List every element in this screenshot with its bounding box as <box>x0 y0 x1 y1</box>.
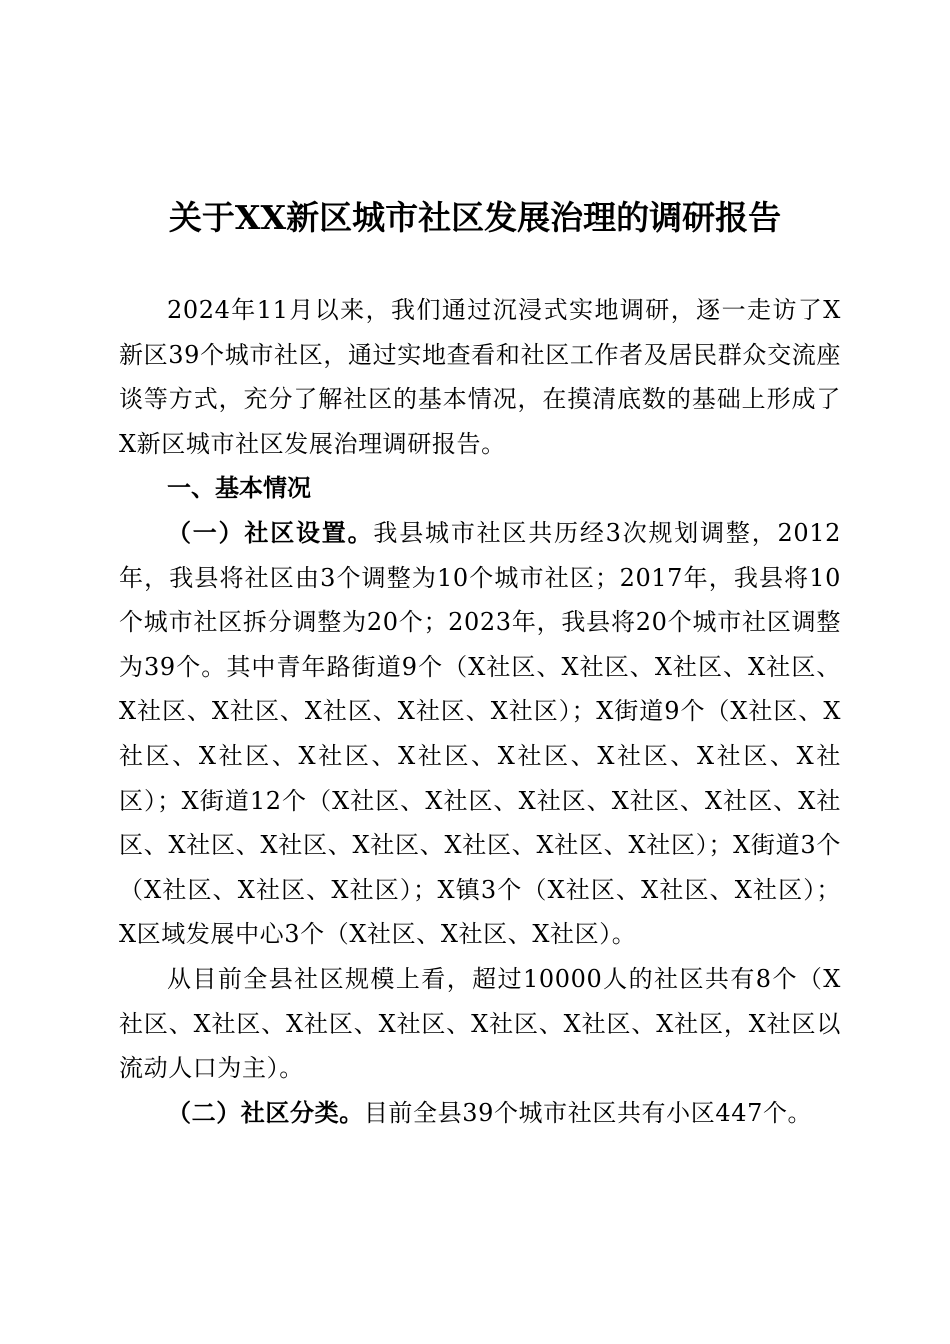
intro-paragraph: 2024年11月以来，我们通过沉浸式实地调研，逐一走访了X新区39个城市社区，通过实地查看和社区工作者及居民群众交流座谈等方式，充分了解社区的基本情况，在摸清底数的基础上形成了X新区城市社区发展治理调研报告。 <box>119 296 841 458</box>
section-heading-basic-situation: 一、基本情况 <box>167 473 311 503</box>
community-scale-paragraph: 从目前全县社区规模上看，超过10000人的社区共有8个（X社区、X社区、X社区、X社区、X社区、X社区、X社区，X社区以流动人口为主）。 <box>119 964 841 1083</box>
community-classification-text: 目前全县39个城市社区共有小区447个。 <box>363 1098 813 1127</box>
community-setup-paragraph <box>119 511 841 957</box>
document-body <box>119 288 841 1135</box>
community-setup-heading: （一）社区设置。 <box>167 517 374 547</box>
community-setup-text: 我县城市社区共历经3次规划调整，2012年，我县将社区由3个调整为10个城市社区；2017年，我县将10个城市社区拆分调整为20个；2023年，我县将20个城市社区调整为39个。其中青年路街道9个（X社区、X社区、X社区、X社区、X社区、X社区、X社区、X社区、X社区）；X街道9个（X社区、X社区、X社区、X社区、X社区、X社区、X社区、X社区、X社区）；X街道12个（X社区、X社区、X社区、X社区、X社区、X社区、X社区、X社区、X社区、X社区、X社区、X社区）；X街道3个（X社区、X社区、X社区）；X镇3个（X社区、X社区、X社区）；X区域发展中心3个（X社区、X社区、X社区）。 <box>119 518 841 949</box>
community-classification-heading: （二）社区分类。 <box>167 1097 364 1127</box>
community-classification-paragraph <box>119 1091 841 1136</box>
document-title: 关于XX新区城市社区发展治理的调研报告 <box>168 198 782 237</box>
